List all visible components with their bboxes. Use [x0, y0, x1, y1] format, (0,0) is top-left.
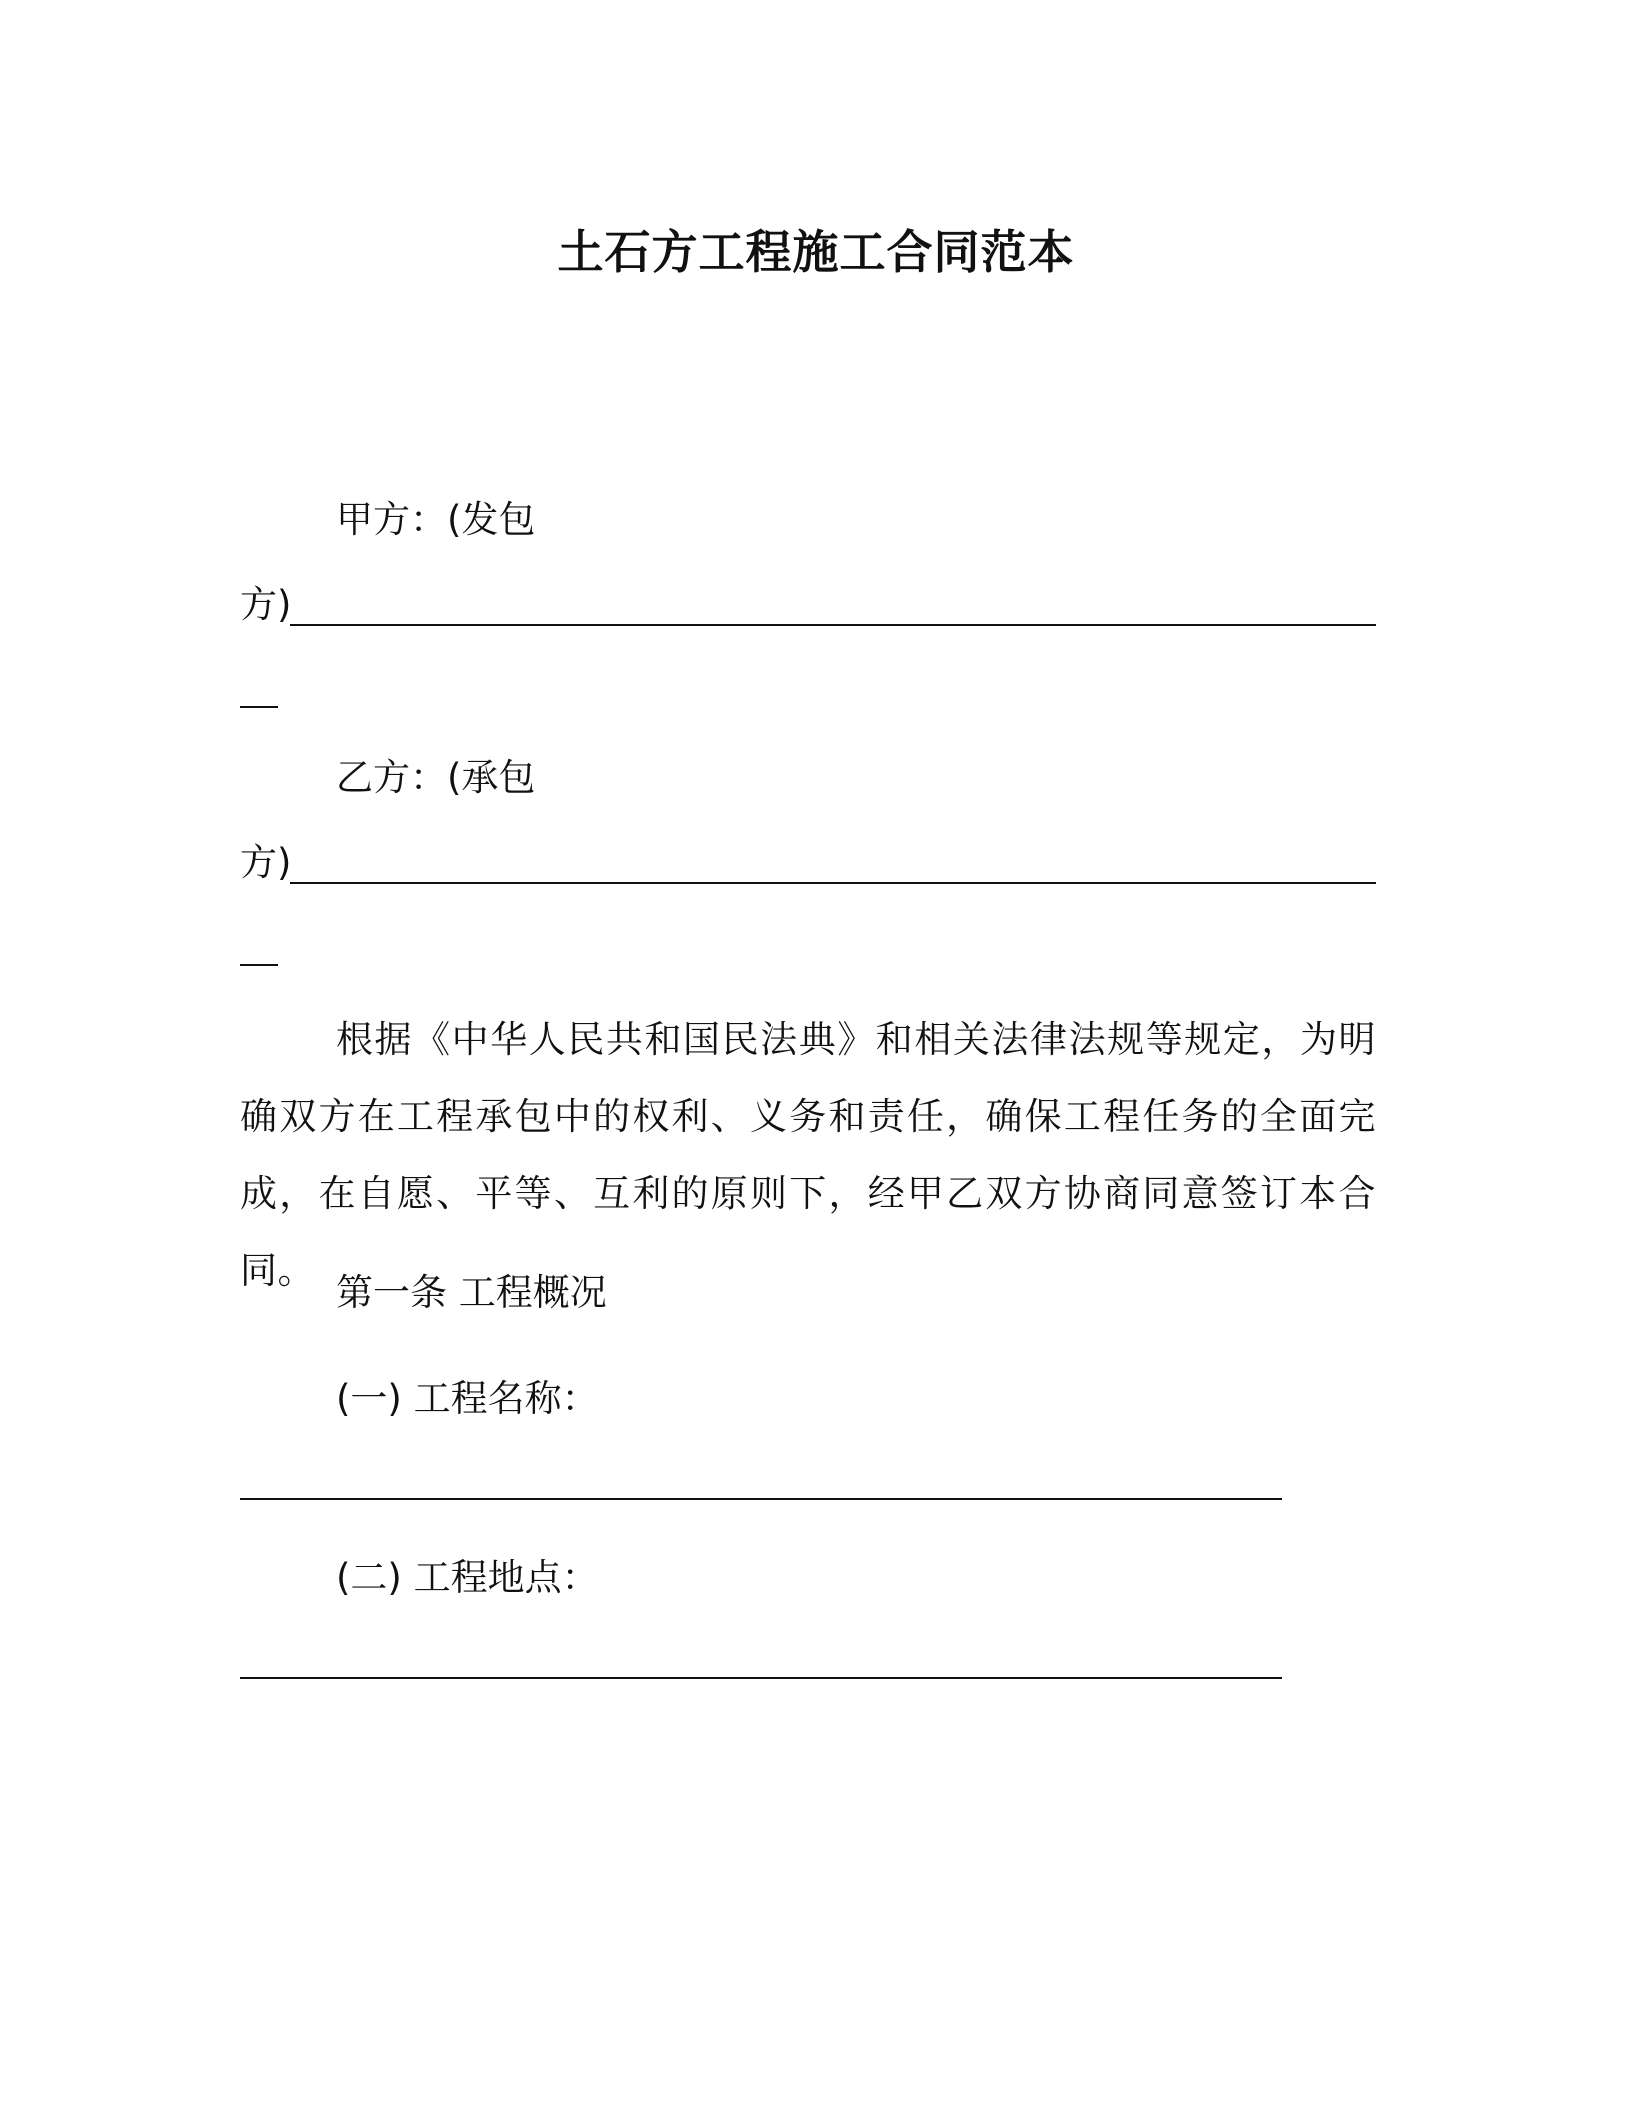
party-a-blank-line-continued — [240, 706, 278, 708]
project-location-label: (二) 工程地点： — [336, 1556, 599, 1599]
article-1-heading: 第一条 工程概况 — [336, 1271, 607, 1314]
party-a-label-continued: 方) — [240, 583, 292, 626]
party-a-blank-line — [290, 624, 1376, 626]
preamble-paragraph: 根据《中华人民共和国民法典》和相关法律法规等规定，为明确双方在工程承包中的权利、义务和责任，确保工程任务的全面完成，在自愿、平等、互利的原则下，经甲乙双方协商同意签订本合同。 — [240, 1018, 1376, 1292]
party-b-blank-line-continued — [240, 964, 278, 966]
party-b-blank-line — [290, 882, 1376, 884]
project-name-blank-line — [240, 1498, 1282, 1500]
project-name-label: (一) 工程名称： — [336, 1377, 599, 1420]
project-location-blank-line — [240, 1677, 1282, 1679]
party-b-label-continued: 方) — [240, 841, 292, 884]
party-b-label: 乙方：(承包 — [336, 756, 536, 799]
document-title: 土石方工程施工合同范本 — [557, 225, 1075, 279]
party-a-label: 甲方：(发包 — [336, 498, 536, 541]
